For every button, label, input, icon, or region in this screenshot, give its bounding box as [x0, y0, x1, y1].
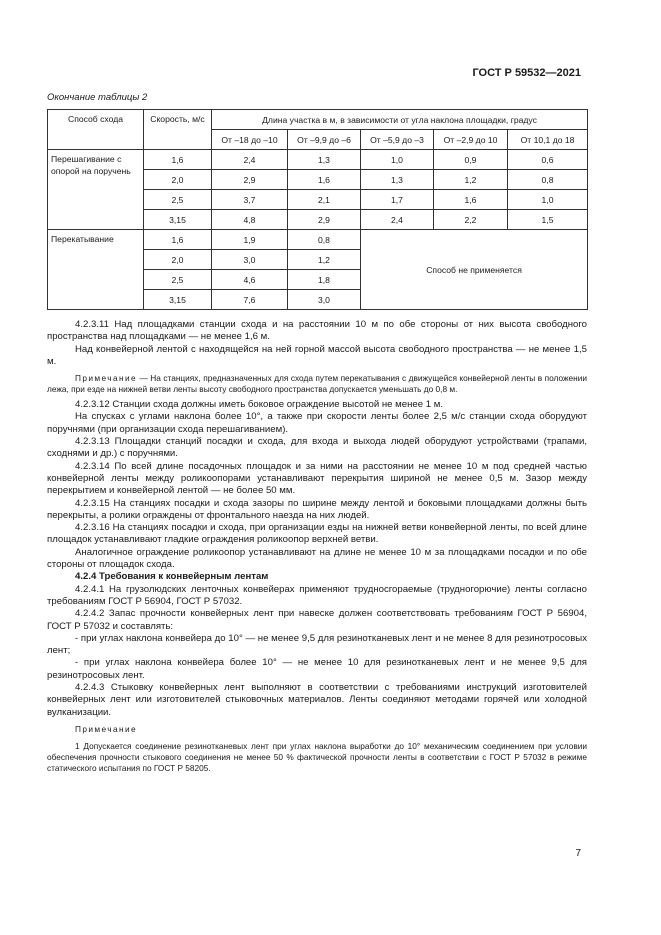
table-cell: 1,0 [361, 150, 434, 170]
speed-length-table [47, 109, 588, 310]
paragraph: 4.2.3.11 Над площадками станции схода и на расстоянии 10 м по обе стороны от них высота свободного пространства над площадками — не менее 1,6 м. [47, 319, 587, 343]
table-cell: 1,0 [508, 190, 588, 210]
note-text: 1 Допускается соединение резинотканевых лент при углах наклона выработки до 10° механическим соединением при условии обеспечения прочности стыкового соединения не менее 50 % фактической прочности ленты в соответствии с ГОСТ Р 57032 в режиме статического испытания по ГОСТ Р 58205. [47, 740, 587, 773]
table-cell: 2,4 [361, 210, 434, 230]
paragraph: На спусках с углами наклона более 10°, а также при скорости ленты более 2,5 м/с станции схода оборудуют поручнями (при организации схода перешагиванием). [47, 411, 587, 435]
body-text [47, 319, 587, 774]
list-item: - при углах наклона конвейера более 10° — не менее 10 для резинотканевых лент и не менее 9,5 для резинотросовых лент. [47, 657, 587, 681]
header-method: Способ схода [48, 110, 144, 150]
section-heading: 4.2.4 Требования к конвейерным лентам [75, 571, 269, 583]
table-cell: 3,15 [144, 290, 212, 310]
table-cell: 2,5 [144, 270, 212, 290]
table-cell: 0,8 [508, 170, 588, 190]
note-label: Примечание [75, 723, 138, 734]
paragraph: 4.2.4.1 На грузолюдских ленточных конвейерах применяют трудносгораемые (трудногорючие) ленты согласно требованиям ГОСТ Р 56904, ГОСТ Р 57032. [47, 583, 587, 607]
not-applicable-cell: Способ не применяется [361, 230, 588, 310]
table-cell: 1,9 [212, 230, 288, 250]
table-cell: 2,0 [144, 170, 212, 190]
table-cell: 1,2 [434, 170, 508, 190]
table-cell: 1,2 [288, 250, 361, 270]
header-angle: От –2,9 до 10 [434, 130, 508, 150]
table-cell: 2,2 [434, 210, 508, 230]
table-cell: 1,3 [288, 150, 361, 170]
table-cell: 1,5 [508, 210, 588, 230]
table-cell: 3,7 [212, 190, 288, 210]
table-cell: 3,0 [212, 250, 288, 270]
table-cell: 2,4 [212, 150, 288, 170]
table-cell: 1,6 [144, 230, 212, 250]
table-cell: 0,8 [288, 230, 361, 250]
note-label: Примечание [75, 373, 138, 384]
paragraph: 4.2.3.13 Площадки станций посадки и схода, для входа и выхода людей оборудуют устройствами (трапами, сходнями и др.) с поручнями. [47, 436, 587, 460]
paragraph: Над конвейерной лентой с находящейся на ней горной массой высота свободного пространства — не менее 1,5 м. [47, 343, 587, 367]
table-cell: 1,7 [361, 190, 434, 210]
table-cell: 2,9 [288, 210, 361, 230]
header-speed: Скорость, м/с [144, 110, 212, 150]
method-rolling: Перекатывание [48, 230, 144, 310]
paragraph: 4.2.3.14 По всей длине посадочных площадок и за ними на расстоянии не менее 10 м под средней частью конвейерной ленты между роликоопорами устанавливают перекрытия шириной не менее 0,5 м. Зазор между перекрытием и конвейерной лентой — не более 50 мм. [47, 460, 587, 497]
table-cell: 2,0 [144, 250, 212, 270]
table-cell: 7,6 [212, 290, 288, 310]
document-header: ГОСТ Р 59532—2021 [472, 67, 581, 79]
table-cell: 3,15 [144, 210, 212, 230]
paragraph: 4.2.3.16 На станциях посадки и схода, при организации езды на нижней ветви конвейерной ленты, по всей длине площадок устанавливают гладкие ограждения роликоопор верхней ветви. [47, 522, 587, 546]
page-number: 7 [575, 848, 581, 859]
header-angle: От –5,9 до –3 [361, 130, 434, 150]
table-cell: 1,8 [288, 270, 361, 290]
table-cell: 0,6 [508, 150, 588, 170]
note [47, 373, 587, 395]
list-item: - при углах наклона конвейера до 10° — не менее 9,5 для резинотканевых лент и не менее 8 для резинотросовых лент; [47, 632, 587, 657]
note-text: — На станциях, предназначенных для схода путем перекатывания с движущейся конвейерной ленты в положении лежа, при езде на нижней ветви ленты высоту свободного пространства допускается уменьшать до 0,8 м. [47, 373, 587, 395]
table-cell: 0,9 [434, 150, 508, 170]
table-cell: 4,8 [212, 210, 288, 230]
paragraph: 4.2.4.3 Стыковку конвейерных лент выполняют в соответствии с требованиями инструкций изготовителей конвейерных лент или изготовителей стыковочных материалов. Ленты соединяют методами горячей или холодной вулканизации. [47, 682, 587, 718]
header-angle: От 10,1 до 18 [508, 130, 588, 150]
method-stepover: Перешагивание с опорой на поручень [48, 150, 144, 230]
table-caption: Окончание таблицы 2 [47, 92, 148, 103]
paragraph: Аналогичное ограждение роликоопор устанавливают на длине не менее 10 м за площадками посадки и по обе стороны от площадок схода. [47, 546, 587, 571]
header-length: Длина участка в м, в зависимости от угла наклона площадки, градус [212, 110, 588, 130]
table-cell: 2,5 [144, 190, 212, 210]
paragraph: 4.2.4.2 Запас прочности конвейерных лент при навеске должен соответствовать требованиям ГОСТ Р 56904, ГОСТ Р 57032 и составлять: [47, 608, 587, 632]
table-cell: 4,6 [212, 270, 288, 290]
paragraph: 4.2.3.12 Станции схода должны иметь боковое ограждение высотой не менее 1 м. [75, 399, 444, 411]
table-cell: 1,3 [361, 170, 434, 190]
header-angle: От –9,9 до –6 [288, 130, 361, 150]
header-angle: От –18 до –10 [212, 130, 288, 150]
table-cell: 2,1 [288, 190, 361, 210]
table-cell: 1,6 [434, 190, 508, 210]
table-cell: 1,6 [288, 170, 361, 190]
table-cell: 1,6 [144, 150, 212, 170]
table-cell: 3,0 [288, 290, 361, 310]
table-cell: 2,9 [212, 170, 288, 190]
paragraph: 4.2.3.15 На станциях посадки и схода зазоры по ширине между лентой и боковыми площадками должны быть перекрыты, а ролики ограждены от фронтального наезда на них людей. [47, 497, 587, 521]
